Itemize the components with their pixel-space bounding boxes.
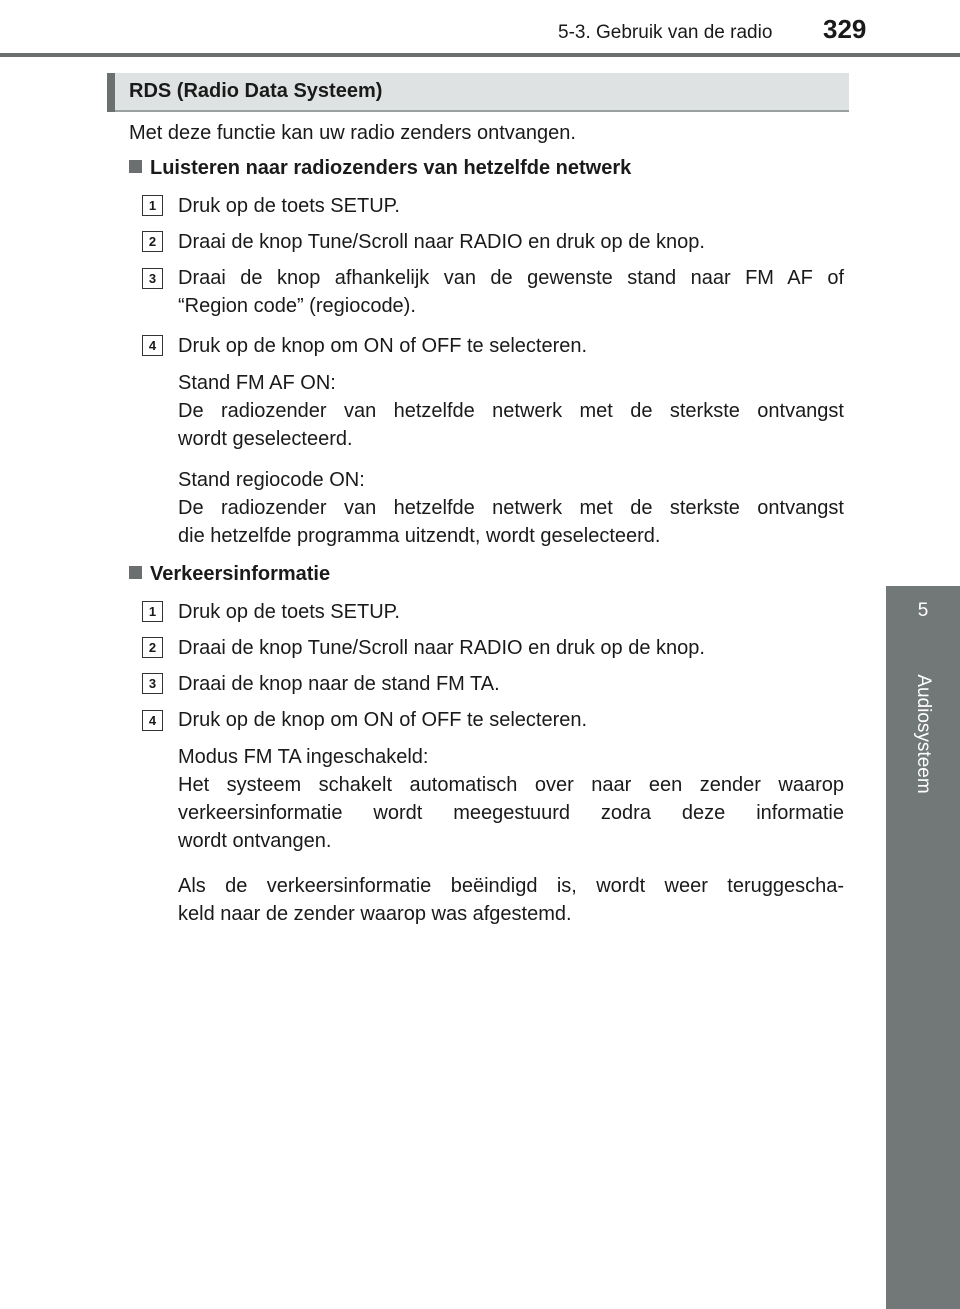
section-title-box	[107, 73, 849, 112]
step-number-badge: 4	[142, 335, 163, 356]
step-text	[178, 598, 844, 626]
step-number-badge: 2	[142, 231, 163, 252]
step-line: Draai de knop Tune/Scroll naar RADIO en druk op de knop.	[178, 637, 705, 659]
note-text	[178, 369, 844, 453]
step-number-badge: 4	[142, 710, 163, 731]
chapter-tab-label: Audiosysteem	[913, 674, 934, 794]
note-line: Stand FM AF ON:	[178, 372, 336, 394]
note-line: Modus FM TA ingeschakeld:	[178, 746, 429, 768]
note-line: wordt geselecteerd.	[178, 428, 353, 450]
step-text	[178, 670, 844, 698]
note-line: De radiozender van hetzelfde netwerk met de sterkste ontvangst	[178, 400, 844, 422]
step-line: Draai de knop Tune/Scroll naar RADIO en druk op de knop.	[178, 231, 705, 253]
note-line: Als de verkeersinformatie beëindigd is, wordt weer teruggescha-	[178, 875, 844, 897]
step-text	[178, 706, 844, 734]
note-line: verkeersinformatie wordt meegestuurd zodra deze informatie	[178, 802, 844, 824]
step-line: Druk op de toets SETUP.	[178, 195, 400, 217]
square-bullet-icon	[129, 160, 142, 173]
note-line: wordt ontvangen.	[178, 830, 332, 852]
step-number-badge: 1	[142, 601, 163, 622]
subheading-text: Luisteren naar radiozenders van hetzelfde netwerk	[150, 157, 632, 179]
step-text	[178, 264, 844, 320]
note-line: keld naar de zender waarop was afgestemd.	[178, 903, 572, 925]
intro-text: Met deze functie kan uw radio zenders ontvangen.	[129, 122, 576, 144]
step-number-badge: 3	[142, 673, 163, 694]
step-number-badge: 2	[142, 637, 163, 658]
subheading-text: Verkeersinformatie	[150, 563, 331, 585]
step-text	[178, 634, 844, 662]
step-text	[178, 332, 844, 360]
note-line: Stand regiocode ON:	[178, 469, 365, 491]
step-number-badge: 3	[142, 268, 163, 289]
step-line: Druk op de knop om ON of OFF te selecteren.	[178, 335, 588, 357]
square-bullet-icon	[129, 566, 142, 579]
note-text	[178, 466, 844, 550]
section-title-marker	[107, 73, 115, 112]
note-line: Het systeem schakelt automatisch over naar een zender waarop	[178, 774, 844, 796]
step-text	[178, 228, 844, 256]
subheading-network	[129, 154, 631, 182]
note-text	[178, 872, 844, 928]
step-line: “Region code” (regiocode).	[178, 295, 416, 317]
step-line: Druk op de knop om ON of OFF te selecteren.	[178, 709, 588, 731]
step-text	[178, 192, 844, 220]
note-line: die hetzelfde programma uitzendt, wordt geselecteerd.	[178, 525, 661, 547]
step-line: Draai de knop naar de stand FM TA.	[178, 673, 500, 695]
note-text	[178, 743, 844, 855]
page-number: 329	[823, 14, 867, 44]
step-line: Druk op de toets SETUP.	[178, 601, 400, 623]
section-title: RDS (Radio Data Systeem)	[129, 80, 383, 102]
step-line: Draai de knop afhankelijk van de gewenste stand naar FM AF of	[178, 267, 844, 289]
note-line: De radiozender van hetzelfde netwerk met de sterkste ontvangst	[178, 497, 844, 519]
subheading-traffic	[129, 560, 330, 588]
step-number-badge: 1	[142, 195, 163, 216]
chapter-tab-number: 5	[917, 600, 929, 621]
header-rule	[0, 53, 960, 57]
running-header: 5-3. Gebruik van de radio	[558, 22, 773, 43]
